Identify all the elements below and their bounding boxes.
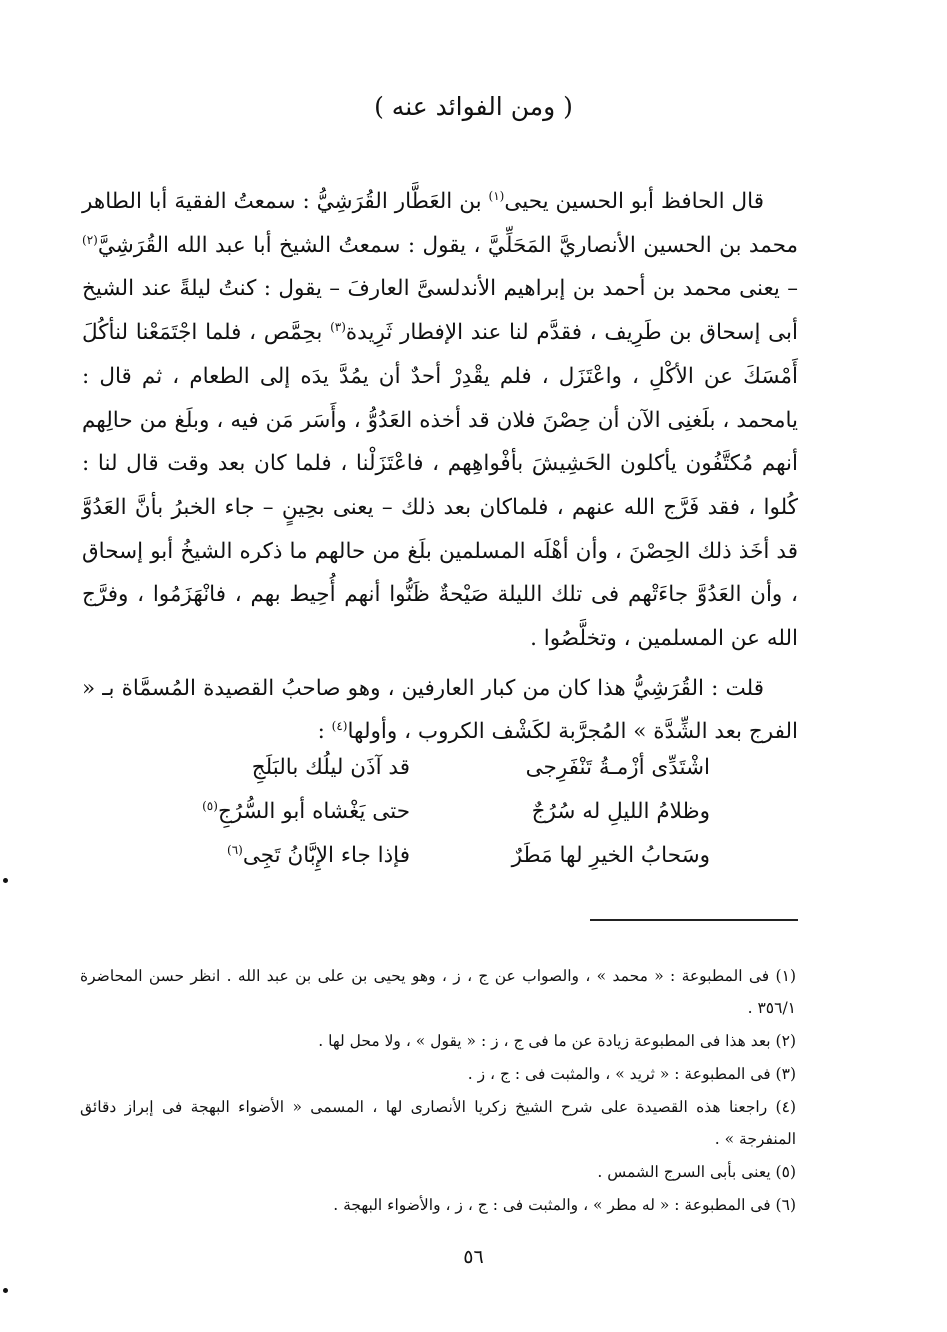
footnote-ref-2: (٢) xyxy=(82,232,98,247)
hemistich-text: حتى يَغْشاه أبو السُّرُجِ xyxy=(217,799,410,824)
verse-second-hemistich xyxy=(150,834,410,878)
poem-verse xyxy=(150,834,710,878)
footnote-3: (٣) فى المطبوعة : « ثريد » ، والمثبت فى : ج ، ز . xyxy=(467,1065,796,1083)
text-run: بحِمَّص ، فلما اجْتَمَعْنا لنأكُلَ أَمْسَكَ عن الأكْلِ ، واعْتَزَل ، فلم يقْدِرْ أحدٌ أن يمُدَّ يدَه إلى الطعام ، ثم قال : يامحمد ، بلَغنِى الآن أن حِصْنَ فلان قد أخذه العَدُوُّ ، وأَسَر مَن فيه ، وبلَغ من حالِهم أنهم مُكتَّفُون يأكلون الحَشِيشَ بأفْواهِهم ، فاعْتَزَلْنا ، فلما كان بعد وقت قال لنا : كُلوا ، فقد فَرَّج الله عنهم ، فلماكان بعد ذلك – يعنى بحِينٍ – جاء الخبرُ بأنَّ العَدُوَّ قد أخَذ ذلك الحِصْنَ ، وأن أهْلَه المسلمين بلَغ من حالهم ما ذكره الشيخُ أبو إسحاق ، وأن العَدُوَّ جاءَتْهم فى تلك الليلة صَيْحةٌ ظَنُّوا أنهم أُحِيط بهم ، فانْهَزَمُوا ، وفرَّج الله عن المسلمين ، وتخلَّصُوا . xyxy=(82,320,798,652)
scan-speck xyxy=(3,878,8,883)
paragraph-1 xyxy=(82,180,798,661)
section-heading: ( ومن الفوائد عنه ) xyxy=(374,92,573,121)
verse-second-hemistich xyxy=(150,746,410,790)
footnote-2: (٢) بعد هذا فى المطبوعة زيادة عن ما فى ج ، ز : « يقول » ، ولا محل لها . xyxy=(318,1032,796,1050)
text-run: بن العَطَّار القُرَشِيُّ : سمعتُ الفقيهَ أبا الطاهر محمد بن الحسين الأنصاريَّ المَحَلِّيَّ ، يقول : سمعتُ الشيخ أبا عبد الله القُرَشِيَّ xyxy=(82,189,798,258)
verse-second-hemistich xyxy=(150,790,410,834)
verse-first-hemistich: وسَحابُ الخيرِ لها مَطَرٌ xyxy=(511,843,710,868)
page-number: ٥٦ xyxy=(463,1246,484,1268)
scan-speck xyxy=(3,1288,8,1293)
poem xyxy=(150,746,710,878)
footnote-4: (٤) راجعنا هذه القصيدة على شرح الشيخ زكريا الأنصارى لها ، المسمى « الأضواء البهجة فى إبراز دقائق المنفرجة » . xyxy=(80,1098,796,1148)
footnote-ref-4: (٤) xyxy=(331,719,348,734)
text-run: قلت : القُرَشِيُّ هذا كان من كبار العارفين ، وهو صاحبُ القصيدة المُسمَّاة بـ « الفرج بعد الشِّدَّة » المُجرَّبة لكَشْف الكروب ، وأولها xyxy=(82,675,798,745)
text-run: قال الحافظ أبو الحسين يحيى xyxy=(504,189,764,214)
hemistich-text: قد آذَن ليلُك بالبَلَجِ xyxy=(251,755,410,780)
hemistich-text: فإذا جاء الإِبَّانُ تَجِى xyxy=(242,843,410,868)
footnote-ref-6: (٦) xyxy=(227,842,243,857)
text-run: – يعنى محمد بن أحمد بن إبراهيم الأندلسىَّ العارفَ – يقول : كنتُ ليلةً عند الشيخ أبى إسحاق بن طَرِيف ، فقدَّم لنا عند الإفطار ثَرِيدة xyxy=(82,276,798,346)
footnote-ref-5: (٥) xyxy=(202,798,218,813)
footnote-1: (١) فى المطبوعة : « محمد » ، والصواب عن ج ، ز ، وهو يحيى بن على بن عبد الله . انظر حسن المحاضرة ٣٥٦/١ . xyxy=(80,967,796,1017)
footnote-5: (٥) يعنى بأبى السرج الشمس . xyxy=(597,1163,796,1181)
verse-first-hemistich: وظلامُ الليلِ له سُرُجٌ xyxy=(531,799,710,824)
poem-verse xyxy=(150,790,710,834)
footnote-separator xyxy=(590,919,798,921)
verse-first-hemistich: اشْتَدِّى أزْمـةُ تَنْفَرِجى xyxy=(525,755,710,780)
paragraph-2 xyxy=(82,667,798,754)
text-run: : xyxy=(317,719,332,745)
footnote-ref-1: (١) xyxy=(488,188,505,203)
footnote-6: (٦) فى المطبوعة : « له مطر » ، والمثبت فى : ج ، ز ، والأضواء البهجة . xyxy=(333,1196,796,1214)
footnotes xyxy=(80,960,796,1222)
main-text xyxy=(82,180,798,754)
footnote-ref-3: (٣) xyxy=(330,319,346,334)
poem-verse xyxy=(150,746,710,790)
